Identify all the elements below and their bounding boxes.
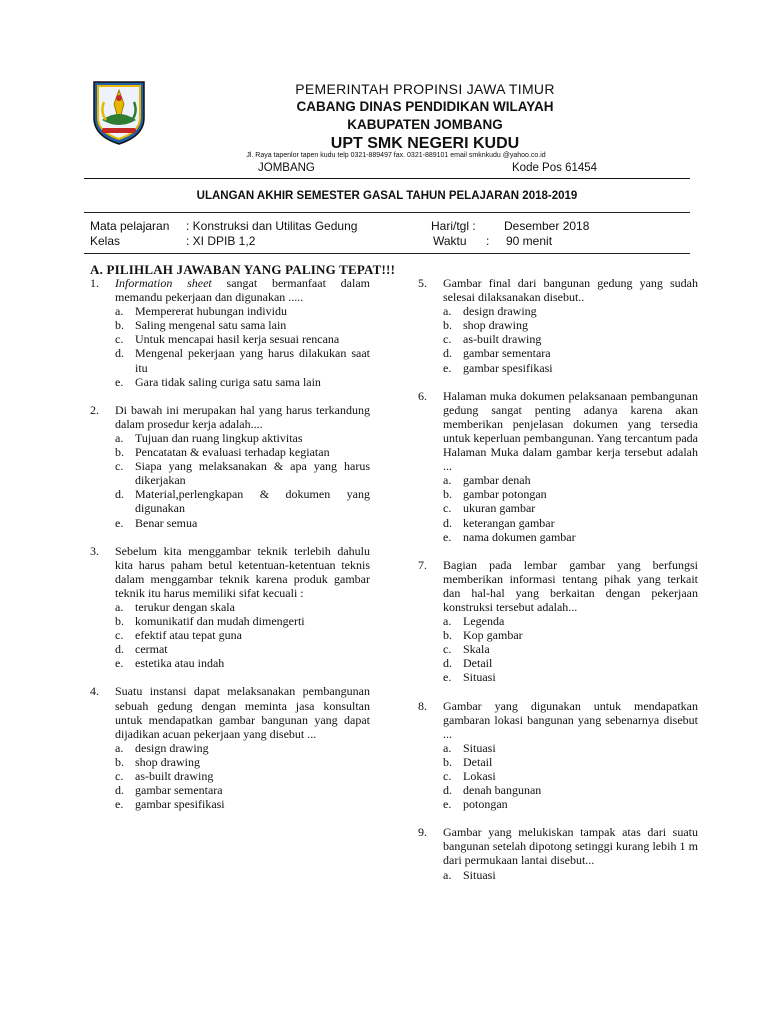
question-text: Halaman muka dokumen pelaksanaan pembangunan gedung sangat penting adanya karena akan memberikan penjelasan dokumen yang tersedia untuk keperluan pembangunan. Yang tercantum pada Halaman Muka dalam gambar kerja tersebut adalah ... — [443, 388, 698, 474]
question-number: 4. — [90, 684, 99, 699]
exam-title: ULANGAN AKHIR SEMESTER GASAL TAHUN PELAJARAN 2018-2019 — [196, 190, 578, 202]
question-number: 6. — [418, 388, 427, 403]
option-d: d. Detail — [443, 656, 493, 671]
option-c: c. Untuk mencapai hasil kerja sesuai rencana — [115, 332, 340, 347]
class-label: Kelas — [90, 234, 121, 248]
questions-left-column — [90, 276, 370, 825]
option-e: e. gambar spesifikasi — [115, 797, 225, 812]
option-a: a. terukur dengan skala — [115, 599, 235, 614]
question-8 — [418, 699, 698, 812]
school-address: Jl. Raya tapenlor tapen kudu telp 0321-889497 fax. 0321-889101 email smknkudu @yahoo.co.id — [246, 152, 546, 159]
option-a: a. Tujuan dan ruang lingkup aktivitas — [115, 430, 303, 445]
title-divider — [84, 212, 690, 213]
date-value: Desember 2018 — [504, 219, 590, 233]
government-name: PEMERINTAH PROPINSI JAWA TIMUR — [295, 81, 555, 97]
question-number: 2. — [90, 402, 99, 417]
question-text: Bagian pada lembar gambar yang berfungsi memberikan informasi tentang pihak yang terkait dan hal-hal yang berkaitan dengan pekerjaan konstruksi tersebut adalah... — [443, 557, 698, 614]
question-number: 9. — [418, 825, 427, 840]
question-number: 5. — [418, 276, 427, 290]
question-9 — [418, 825, 698, 881]
option-b: b. shop drawing — [443, 318, 528, 333]
time-separator: : — [486, 234, 490, 248]
question-number: 8. — [418, 698, 427, 713]
question-text: Gambar final dari bangunan gedung yang sudah selesai dilaksanakan disebut.. — [443, 276, 698, 305]
option-c: c. ukuran gambar — [443, 501, 536, 516]
class-value: : XI DPIB 1,2 — [186, 234, 256, 248]
questions-right-column — [418, 276, 698, 896]
question-text: Di bawah ini merupakan hal yang harus terkandung dalam prosedur kerja adalah.... — [115, 402, 370, 431]
option-e: e. Benar semua — [115, 515, 198, 530]
option-a: a. design drawing — [115, 740, 209, 755]
question-number: 1. — [90, 276, 99, 290]
letterhead — [160, 80, 690, 154]
option-b: b. Saling mengenal satu sama lain — [115, 318, 287, 333]
option-b: b. shop drawing — [115, 754, 200, 769]
option-c: c. Siapa yang melaksanakan & apa yang harus dikerjakan — [115, 459, 370, 488]
question-4 — [90, 684, 370, 811]
question-number: 3. — [90, 543, 99, 558]
subject-label: Mata pelajaran — [90, 219, 170, 233]
option-d: d. denah bangunan — [443, 783, 542, 798]
option-d: d. gambar sementara — [115, 783, 223, 798]
question-1 — [90, 276, 370, 389]
option-a: a. Legenda — [443, 614, 505, 629]
option-a: a. Situasi — [443, 740, 496, 755]
subject-value: : Konstruksi dan Utilitas Gedung — [186, 219, 358, 233]
option-b: b. Kop gambar — [443, 628, 523, 643]
question-text: Sebelum kita menggambar teknik terlebih dahulu kita harus paham betul ketentuan-ketentuan teknis dalam menggambar teknik karena produk gambar teknik itu harus memiliki sifat kecuali : — [115, 543, 370, 600]
option-c: c. efektif atau tepat guna — [115, 628, 242, 643]
option-b: b. Detail — [443, 754, 493, 769]
option-c: c. Skala — [443, 642, 490, 657]
option-d: d. Material,perlengkapan & dokumen yang digunakan — [115, 487, 370, 516]
option-a: a. design drawing — [443, 304, 537, 319]
postal-code: Kode Pos 61454 — [512, 162, 598, 174]
option-a: a. Mempererat hubungan individu — [115, 304, 287, 319]
time-value: 90 menit — [506, 234, 553, 248]
option-b: b. gambar potongan — [443, 487, 547, 502]
question-text: Gambar yang melukiskan tampak atas dari suatu bangunan setelah dipotong setinggi kurang lebih 1 m dari permukaan lantai disebut... — [443, 825, 698, 868]
question-2 — [90, 403, 370, 530]
question-7 — [418, 558, 698, 685]
option-c: c. as-built drawing — [115, 769, 214, 783]
east-java-emblem-icon — [88, 78, 150, 146]
option-b: b. Pencatatan & evaluasi terhadap kegiatan — [115, 445, 330, 460]
time-label: Waktu — [433, 234, 467, 248]
header-divider — [84, 178, 690, 179]
section-title: A. PILIHLAH JAWABAN YANG PALING TEPAT!!! — [90, 262, 396, 277]
option-d: d. cermat — [115, 642, 168, 657]
question-3 — [90, 544, 370, 671]
agency-name: CABANG DINAS PENDIDIKAN WILAYAH — [296, 99, 554, 114]
date-label: Hari/tgl : — [431, 219, 476, 233]
option-e: e. Situasi — [443, 670, 496, 685]
question-number: 7. — [418, 557, 427, 572]
regency-name: KABUPATEN JOMBANG — [347, 117, 503, 132]
meta-divider — [84, 253, 690, 254]
question-text: Suatu instansi dapat melaksanakan pembangunan sebuah gedung dengan meminta jasa konsultan untuk mendapatkan gambar bangunan yang dapat dijadikan acuan pekerjaan yang disebut ... — [115, 684, 370, 741]
option-a: a. Situasi — [443, 867, 496, 882]
question-text: Gambar yang digunakan untuk mendapatkan gambaran lokasi bangunan yang sebenarnya disebut ... — [443, 698, 698, 741]
option-e: e. Gara tidak saling curiga satu sama lain — [115, 374, 321, 389]
option-e: e. gambar spesifikasi — [443, 360, 553, 375]
option-b: b. komunikatif dan mudah dimengerti — [115, 614, 305, 629]
question-6 — [418, 389, 698, 544]
option-a: a. gambar denah — [443, 473, 531, 488]
option-d: d. keterangan gambar — [443, 515, 555, 530]
school-city: JOMBANG — [258, 162, 315, 174]
option-c: c. Lokasi — [443, 769, 496, 783]
school-name: UPT SMK NEGERI KUDU — [330, 135, 520, 152]
option-e: e. potongan — [443, 797, 508, 812]
question-text: Information sheet sangat bermanfaat dalam memandu pekerjaan dan digunakan ..... — [115, 276, 370, 305]
option-c: c. as-built drawing — [443, 332, 542, 347]
option-d: d. Mengenal pekerjaan yang harus dilakukan saat itu — [115, 346, 370, 375]
option-d: d. gambar sementara — [443, 346, 551, 361]
option-e: e. nama dokumen gambar — [443, 529, 576, 544]
option-e: e. estetika atau indah — [115, 656, 225, 671]
question-5 — [418, 276, 698, 375]
